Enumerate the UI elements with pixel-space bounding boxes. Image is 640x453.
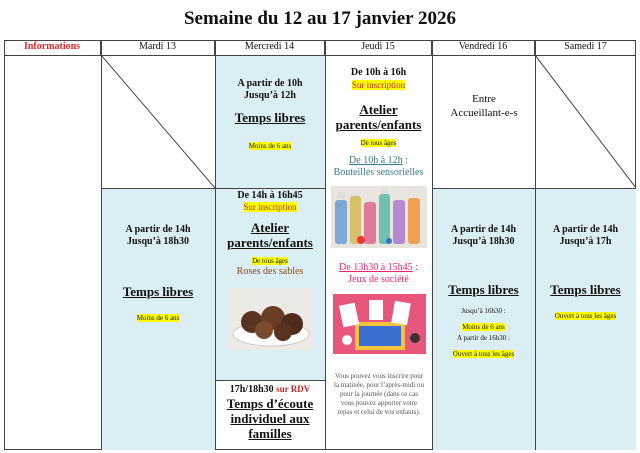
wed-evening-activity: Temps d’écoute individuel aux familles [226,396,314,441]
row-divider [101,188,325,189]
thu-sub-morning-activity: Bouteilles sensorielles [333,167,424,178]
page-title: Semaine du 12 au 17 janvier 2026 [183,8,456,29]
sat-pm-activity: Temps libres [550,282,621,297]
fri-pm-time-end: Jusqu’à 18h30 [452,236,515,247]
wed-am-time-start: A partir de 10h [237,78,303,89]
sat-pm-note: Ouvert à tous les âges [554,312,617,320]
wed-pm-all-ages: De tous âges [252,257,288,265]
tue-pm-time-start: A partir de 14h [125,224,191,235]
thu-sub-afternoon [325,262,432,274]
wed-evening-hours: 17h/18h30 [229,384,274,395]
wed-am-time-end: Jusqu’à 12h [244,90,296,101]
wed-pm-sub-activity: Roses des sables [236,266,304,277]
fri-pm-note-2b-wrap [432,343,535,361]
board-games-illustration [333,294,426,354]
tue-pm-note: Moins de 6 ans [136,314,180,322]
wed-pm-reg-wrap [215,201,325,212]
tue-pm-activity: Temps libres [122,284,194,299]
empty-cell-diagonal [101,55,215,188]
header-wednesday: Mercredi 14 [215,40,325,55]
thu-activity: Atelier parents/enfants [335,102,422,132]
thu-registration: Sur inscription [351,80,406,90]
sat-pm-time-end: Jusqu’à 17h [559,236,612,247]
tue-pm-time-end: Jusqu’à 18h30 [127,236,189,247]
header-divider [4,55,636,56]
tue-pm-note-wrap [101,307,215,325]
wed-evening-time [215,383,325,396]
fri-pm-note-1b-wrap [432,316,535,334]
thu-sub-morning-time: De 10h à 12h [349,155,403,166]
thu-time: De 10h à 16h [350,67,407,78]
sat-pm-time-start: A partir de 14h [552,224,619,235]
wed-am-activity: Temps libres [234,110,306,125]
row-divider [215,380,325,381]
thu-all-ages: De tous âges [360,139,397,147]
fri-pm-note-2: A partir de 16h30 : [457,334,510,342]
thu-sub-afternoon-activity: Jeux de société [348,274,409,285]
wed-pm-activity: Atelier parents/enfants [227,220,313,250]
fri-pm-note-1: Jusqu’à 16h30 : [461,307,506,315]
wed-pm-time: De 14h à 16h45 [237,190,303,201]
header-informations: Informations [4,40,101,55]
wed-am-note: Moins de 6 ans [248,142,292,150]
thu-sub-morning [325,155,432,167]
header-friday: Vendredi 16 [432,40,535,55]
wed-am-note-wrap [215,135,325,153]
fri-pm-note-1b: Moins de 6 ans [462,323,505,331]
fri-pm-time-start: A partir de 14h [450,224,517,235]
wed-pm-registration: Sur inscription [243,202,297,212]
thu-reg-wrap [325,79,432,90]
thu-ages-wrap [325,132,432,150]
header-tuesday: Mardi 13 [101,40,215,55]
fri-am-text: Entre Accueillant-e-s [450,93,518,119]
fri-pm-note-2b: Ouvert à tous les âges [452,350,515,358]
thu-sub-afternoon-time: De 13h30 à 15h45 [339,262,413,273]
roses-des-sables-photo [228,288,314,350]
cell-wed-pm-bg [215,188,325,380]
header-thursday: Jeudi 15 [325,40,432,55]
header-saturday: Samedi 17 [564,41,607,52]
wed-evening-rdv: sur RDV [276,384,311,394]
thu-registration-note: Vous pouvez vous inscrire pour la matinée, pour l’après-midi ou pour la journée (dans ce cas vous pouvez apporter votre repas et celui de vos enfants). [334,372,424,416]
row-divider [432,188,636,189]
sat-pm-note-wrap [535,305,636,323]
sensory-bottles-photo [331,186,427,248]
thu-sub-afternoon-colon: : [412,262,418,273]
thu-sub-morning-colon: : [402,155,408,166]
empty-cell-diagonal [535,55,636,188]
fri-pm-activity: Temps libres [448,282,519,297]
